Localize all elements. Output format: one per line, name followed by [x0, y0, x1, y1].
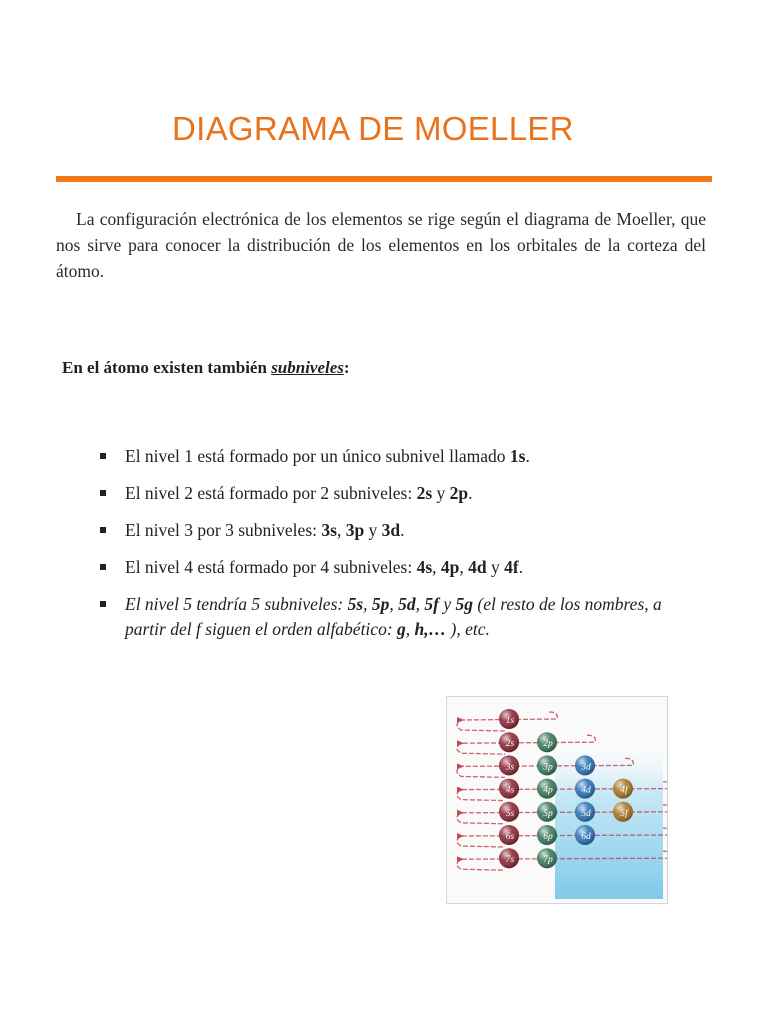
- arrow-head: [457, 717, 464, 723]
- orbital-label: 5p: [543, 808, 553, 819]
- intro-paragraph: [56, 206, 706, 284]
- orbital-label: 4p: [543, 785, 553, 796]
- page-title: DIAGRAMA DE MOELLER: [172, 110, 574, 147]
- heading-prefix: En el átomo existen también: [62, 358, 272, 377]
- moeller-diagram-svg: [447, 697, 667, 903]
- title-divider: [56, 176, 712, 182]
- orbital-label: 2p: [543, 739, 553, 750]
- orbital-label: 6p: [543, 832, 553, 842]
- orbital-label: 4s: [505, 785, 515, 796]
- orbital-1s: [499, 709, 519, 729]
- orbital-7p: [537, 848, 557, 868]
- list-item: El nivel 1 está formado por un único subnivel llamado 1s.: [100, 444, 700, 468]
- orbital-label: 3s: [505, 762, 515, 773]
- orbital-7s: [499, 848, 519, 868]
- orbital-2s: [499, 732, 519, 752]
- orbital-6p: [537, 825, 557, 845]
- orbital-label: 7s: [505, 855, 515, 866]
- arrow-head: [457, 856, 464, 862]
- list-item: El nivel 3 por 3 subniveles: 3s, 3p y 3d.: [100, 518, 700, 542]
- orbital-label: 3p: [543, 762, 553, 773]
- arrow-head: [457, 833, 464, 839]
- orbital-label: 3d: [581, 762, 591, 773]
- orbital-5f: [613, 802, 633, 822]
- moeller-diagram: [446, 696, 668, 904]
- section-heading: [62, 358, 350, 378]
- orbital-3p: [537, 755, 557, 775]
- orbital-3d: [575, 755, 595, 775]
- orbital-label: 5s: [505, 808, 515, 819]
- orbital-4f: [613, 779, 633, 799]
- arrow-head: [457, 740, 464, 746]
- diagram-panel: [555, 737, 663, 899]
- orbital-label: 7p: [543, 855, 553, 866]
- heading-emphasis: subniveles: [271, 358, 344, 377]
- intro-text: La configuración electrónica de los elementos se rige según el diagrama de Moeller, que nos sirve para conocer la distribución de los elementos en los orbitales de la corteza del átomo.: [56, 209, 706, 281]
- orbital-label: 1s: [505, 716, 515, 726]
- orbital-6s: [499, 825, 519, 845]
- sublevel-list: [100, 444, 700, 655]
- orbital-label: 5f: [620, 808, 628, 819]
- arrow-head: [457, 763, 464, 769]
- orbital-5p: [537, 802, 557, 822]
- arrow-head: [457, 810, 464, 816]
- orbital-3s: [499, 755, 519, 775]
- list-item: El nivel 2 está formado por 2 subniveles: 2s y 2p.: [100, 481, 700, 505]
- heading-suffix: :: [343, 358, 350, 377]
- orbital-label: 4d: [581, 785, 591, 796]
- orbital-label: 6s: [505, 832, 515, 842]
- orbital-4s: [499, 779, 519, 799]
- orbital-label: 5d: [581, 808, 591, 819]
- orbital-label: 2s: [505, 739, 515, 750]
- bullet-icon: [100, 564, 106, 570]
- bullet-icon: [100, 453, 106, 459]
- orbital-label: 4f: [620, 785, 628, 796]
- bullet-icon: [100, 490, 106, 496]
- orbital-5d: [575, 802, 595, 822]
- bullet-icon: [100, 601, 106, 607]
- orbital-5s: [499, 802, 519, 822]
- list-item: El nivel 4 está formado por 4 subniveles: 4s, 4p, 4d y 4f.: [100, 555, 700, 579]
- orbital-4d: [575, 779, 595, 799]
- orbital-6d: [575, 825, 595, 845]
- arrow-head: [457, 787, 464, 793]
- bullet-icon: [100, 527, 106, 533]
- orbital-4p: [537, 779, 557, 799]
- orbital-label: 6d: [581, 832, 591, 842]
- orbital-2p: [537, 732, 557, 752]
- list-item: El nivel 5 tendría 5 subniveles: 5s, 5p, 5d, 5f y 5g (el resto de los nombres, a partir del f siguen el orden alfabético: g, h,… ), etc.: [100, 592, 700, 642]
